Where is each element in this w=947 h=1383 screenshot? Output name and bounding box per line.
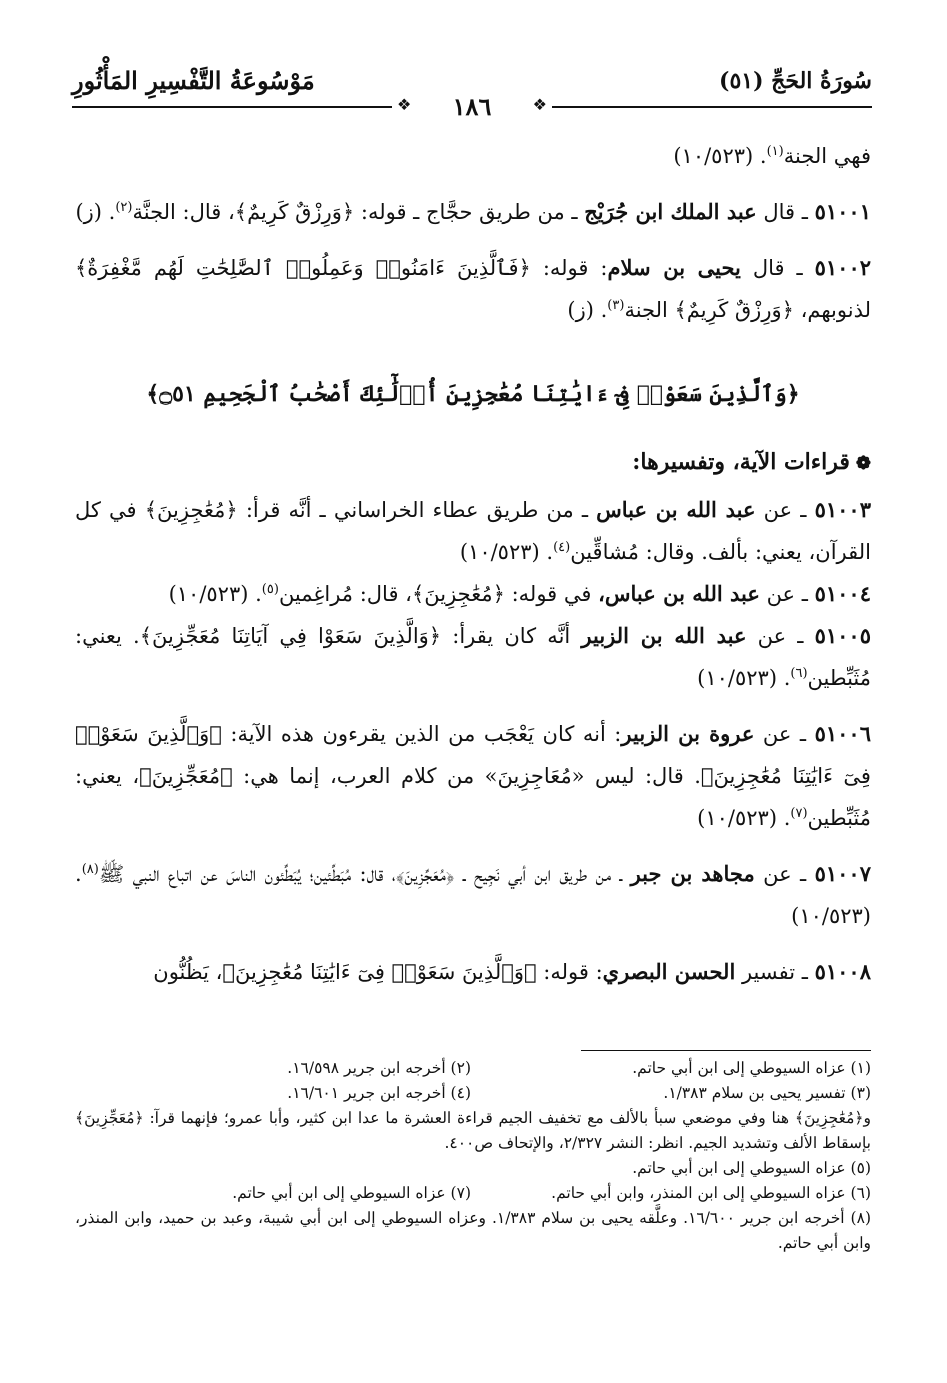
section-heading: ❁قراءات الآية، وتفسيرها: <box>632 449 871 475</box>
quran-quote: ﴿مُعَجِّزِينَ﴾ <box>395 862 455 886</box>
quran-quote: ﴿وَٱلَّذِينَ سَعَوْا۟ فِىٓ ءَايَٰتِنَا مُعَٰجِزِينَ﴾ <box>75 722 871 788</box>
narrator-name: يحيى بن سلام <box>607 255 741 280</box>
narrator-name: عبد الله بن الزبير <box>581 623 747 648</box>
book-title: مَوْسُوعَةُ التَّفْسِيرِ المَأْثُورِ <box>72 66 315 95</box>
footnote-6: (٦) عزاه السيوطي إلى ابن المنذر، وابن أبي حاتم. <box>551 1184 871 1202</box>
narrator-name: عبد الملك ابن جُرَيْج <box>584 199 757 224</box>
quran-quote: ﴿وَٱلَّذِينَ سَعَوْا۟ فِىٓ ءَايَٰتِنَا مُعَٰجِزِينَ﴾ <box>222 960 537 984</box>
footnote-4: (٤) أخرجه ابن جرير ١٦/٦٠١. <box>287 1084 471 1102</box>
footnote-5: (٥) عزاه السيوطي إلى ابن أبي حاتم. <box>632 1159 871 1177</box>
intro-paragraph: فهي الجنة$^{(١)}$. (١٠/٥٢٣) <box>673 144 871 168</box>
report-51007: ٥١٠٠٧ ـ عن مجاهد بن جبر ـ من طريق ابن أبي نَجِيح ـ ﴿مُعَجِّزِينَ﴾، قال: مُبَطِّئين؛ يُبَطِّئون الناسَ عن اتباع النبي ﷺ$^{(٨)}$. (١٠/٥٢٣) <box>75 861 871 928</box>
ornament-icon: ❖ <box>397 95 412 114</box>
footnote-2: (٢) أخرجه ابن جرير ١٦/٥٩٨. <box>287 1059 471 1077</box>
quran-quote: ﴿مُعَٰجِزِينَ﴾ <box>144 498 238 522</box>
ornament-icon: ❖ <box>532 95 547 114</box>
quran-quote: ﴿مُعَٰجِزِينَ﴾ <box>411 582 505 606</box>
narrator-name: عبد الله بن عباس <box>596 497 756 522</box>
report-number: ٥١٠٠٧ <box>814 861 871 886</box>
narrator-name: الحسن البصري <box>602 959 736 984</box>
footnote-ref: (٢) <box>115 200 133 215</box>
narrator-name: عروة بن الزبير <box>621 721 755 746</box>
report-number: ٥١٠٠٨ <box>814 959 871 984</box>
main-text <box>75 135 871 993</box>
report-number: ٥١٠٠١ <box>814 199 871 224</box>
report-51002: ٥١٠٠٢ ـ قال يحيى بن سلام: قوله: ﴿فَٱلَّذِينَ ءَامَنُوا۟ وَعَمِلُوا۟ ٱلصَّٰلِحَٰتِ لَهُم مَّغْفِرَةٌ﴾ لذنوبهم، ﴿وَرِزْقٌ كَرِيمٌ﴾ الجنة$^{(٣)}$. (ز) <box>75 255 872 322</box>
footnote-ref: (٨) <box>81 862 99 877</box>
footnote-4-note: و﴿مُعَٰجِزِينَ﴾ هنا وفي موضعي سبأ بالألف مع تخفيف الجيم قراءة العشرة ما عدا ابن كثير، وأبا عمرو؛ فإنهما قرآ: ﴿مُعَجِّزِينَ﴾ بإسقاط الألف وتشديد الجيم. انظر: النشر ٢/٣٢٧، والإتحاف ص٤٠٠. <box>75 1109 871 1152</box>
narrator-name: عبد الله بن عباس، <box>598 581 760 606</box>
header-rule-left <box>72 106 392 108</box>
quran-quote: ﴿وَرِزْقٌ كَرِيمٌ﴾ <box>674 298 794 322</box>
report-number: ٥١٠٠٣ <box>814 497 871 522</box>
footnote-ref: (٧) <box>790 806 808 821</box>
footnote-ref: (١) <box>766 144 784 159</box>
footnote-separator <box>581 1050 871 1051</box>
footnote-8: (٨) أخرجه ابن جرير ١٦/٦٠٠. وعلَّقه يحيى بن سلام ١/٣٨٣. وعزاه السيوطي إلى ابن أبي شيبة، وعبد بن حميد، وابن المنذر، وابن أبي حاتم. <box>75 1209 871 1252</box>
footnote-1: (١) عزاه السيوطي إلى ابن أبي حاتم. <box>632 1059 871 1077</box>
report-51003: ٥١٠٠٣ ـ عن عبد الله بن عباس ـ من طريق عطاء الخراساني ـ أنَّه قرأ: ﴿مُعَٰجِزِينَ﴾ في كل القرآن، يعني: بألف. وقال: مُشاقِّين$^{(٤)}$. (١٠/٥٢٣) <box>75 497 871 564</box>
report-number: ٥١٠٠٥ <box>814 623 871 648</box>
footnote-ref: (٦) <box>790 666 808 681</box>
report-51004: ٥١٠٠٤ ـ عن عبد الله بن عباس، في قوله: ﴿مُعَٰجِزِينَ﴾، قال: مُراغِمين$^{(٥)}$. (١٠/٥٢٣) <box>168 581 871 606</box>
report-number: ٥١٠٠٤ <box>814 581 871 606</box>
quran-quote: ﴿فَٱلَّذِينَ ءَامَنُوا۟ وَعَمِلُوا۟ ٱلصَّٰلِحَٰتِ لَهُم مَّغْفِرَةٌ﴾ <box>75 256 531 280</box>
report-51006: ٥١٠٠٦ ـ عن عروة بن الزبير: أنه كان يَعْجَب من الذين يقرءون هذه الآية: ﴿وَٱلَّذِينَ سَعَوْا۟ فِىٓ ءَايَٰتِنَا مُعَٰجِزِينَ﴾. قال: ليس «مُعَاجِزِينَ» من كلام العرب، إنما هي: ﴿مُعَجِّزِينَ﴾، يعني: مُثَبِّطين$^{(٧)}$. (١٠/٥٢٣) <box>75 721 871 830</box>
footnote-3: (٣) تفسير يحيى بن سلام ١/٣٨٣. <box>663 1084 871 1102</box>
report-51005: ٥١٠٠٥ ـ عن عبد الله بن الزبير أنَّه كان يقرأ: ﴿وَالَّذِينَ سَعَوْا فِي آيَاتِنَا مُعَجِّزِينَ﴾. يعني: مُثَبِّطين$^{(٦)}$. (١٠/٥٢٣) <box>75 623 871 690</box>
footnote-ref: (٤) <box>553 540 571 555</box>
report-51008: ٥١٠٠٨ ـ تفسير الحسن البصري: قوله: ﴿وَٱلَّذِينَ سَعَوْا۟ فِىٓ ءَايَٰتِنَا مُعَٰجِزِينَ﴾، يَظُنُّون <box>153 959 871 984</box>
footnote-ref: (٣) <box>607 298 625 313</box>
ayah-verse: ﴿وَٱلَّذِينَ سَعَوْا۟ فِىٓ ءَايَٰتِنَا مُعَٰجِزِينَ أُو۟لَٰٓئِكَ أَصْحَٰبُ ٱلْجَحِيمِ ۝٥١﴾ <box>146 381 800 407</box>
header-rule-right <box>552 106 872 108</box>
footnotes <box>75 1056 871 1256</box>
page-number: ١٨٦ <box>452 92 492 121</box>
flower-icon: ❁ <box>855 453 871 474</box>
report-number: ٥١٠٠٢ <box>814 255 872 280</box>
report-number: ٥١٠٠٦ <box>814 721 871 746</box>
footnote-7: (٧) عزاه السيوطي إلى ابن أبي حاتم. <box>232 1184 471 1202</box>
footnote-ref: (٥) <box>261 582 279 597</box>
quran-quote: ﴿وَرِزْقٌ كَرِيمٌ﴾ <box>234 200 355 224</box>
narrator-name: مجاهد بن جبر <box>630 861 755 886</box>
quran-quote: ﴿وَالَّذِينَ سَعَوْا فِي آيَاتِنَا مُعَجِّزِينَ﴾ <box>139 624 442 648</box>
page-header <box>72 62 872 122</box>
surah-title: سُورَةُ الحَجِّ (٥١) <box>719 68 872 94</box>
report-51001: ٥١٠٠١ ـ قال عبد الملك ابن جُرَيْج ـ من طريق حجَّاج ـ قوله: ﴿وَرِزْقٌ كَرِيمٌ﴾، قال: الجنَّة$^{(٢)}$. (ز) <box>75 199 871 224</box>
quran-quote: ﴿مُعَجِّزِينَ﴾ <box>139 764 233 788</box>
